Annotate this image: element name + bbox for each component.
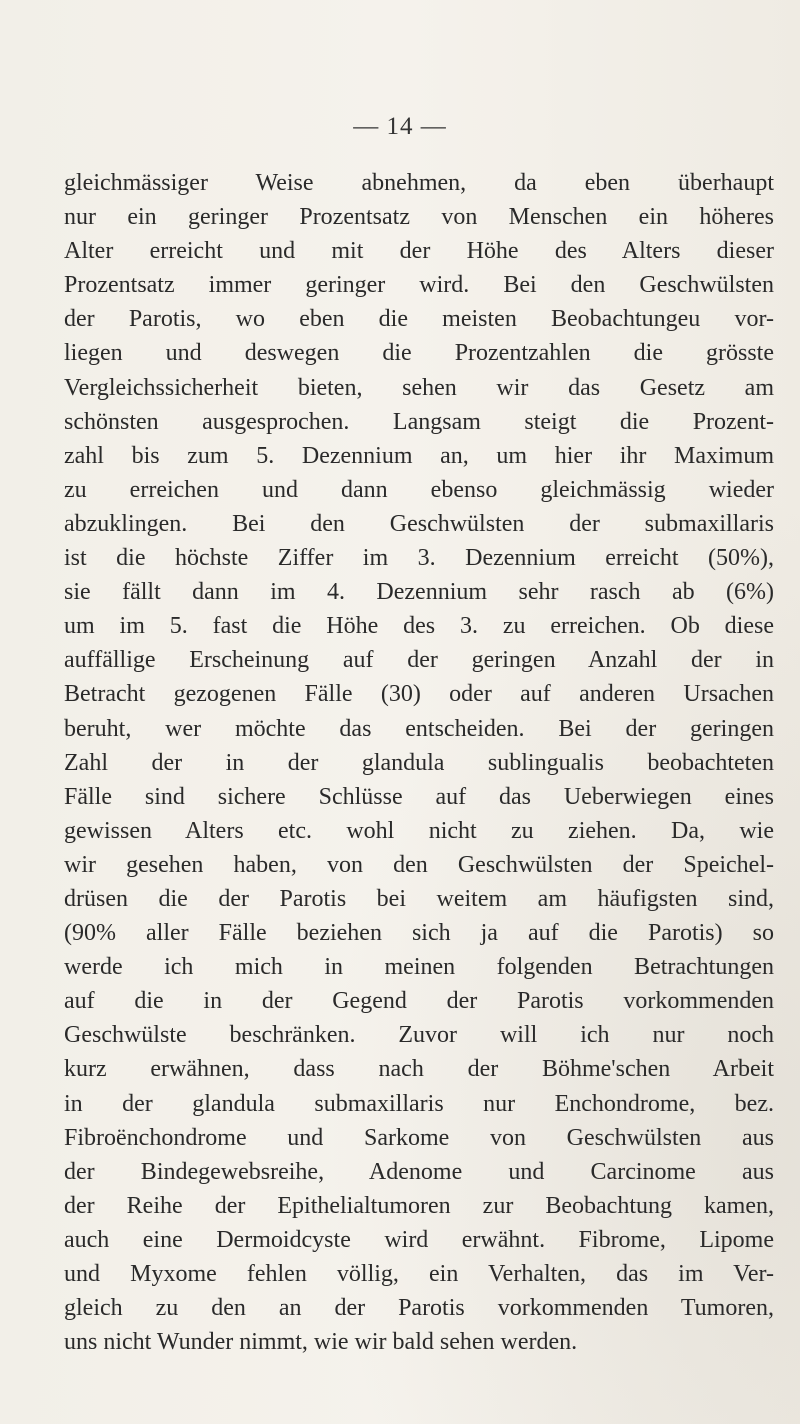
text-line: Alter erreicht und mit der Höhe des Alters dieser: [64, 238, 774, 265]
text-line: um im 5. fast die Höhe des 3. zu erreichen. Ob diese: [64, 613, 774, 640]
text-line: zahl bis zum 5. Dezennium an, um hier ihr Maximum: [64, 442, 774, 469]
text-line: Prozentsatz immer geringer wird. Bei den Geschwülsten: [64, 272, 774, 299]
text-line: gleich zu den an der Parotis vorkommenden Tumoren,: [64, 1295, 774, 1322]
text-line: uns nicht Wunder nimmt, wie wir bald sehen werden.: [64, 1329, 578, 1356]
page-number: — 14 —: [353, 113, 447, 140]
text-line: der Parotis, wo eben die meisten Beobachtungeu vor-: [64, 306, 774, 333]
body-text: [64, 166, 774, 1359]
text-line: Zahl der in der glandula sublingualis beobachteten: [64, 749, 774, 776]
text-line: auf die in der Gegend der Parotis vorkommenden: [64, 988, 774, 1015]
text-line: Geschwülste beschränken. Zuvor will ich nur noch: [64, 1022, 774, 1049]
text-line: gleichmässiger Weise abnehmen, da eben überhaupt: [64, 170, 774, 196]
text-line: Betracht gezogenen Fälle (30) oder auf anderen Ursachen: [64, 681, 774, 708]
text-line: (90% aller Fälle beziehen sich ja auf die Parotis) so: [64, 920, 774, 947]
text-line: kurz erwähnen, dass nach der Böhme'schen Arbeit: [64, 1056, 774, 1083]
text-line: werde ich mich in meinen folgenden Betrachtungen: [64, 954, 774, 981]
text-line: wir gesehen haben, von den Geschwülsten der Speichel-: [64, 851, 774, 878]
text-line: Fälle sind sichere Schlüsse auf das Ueberwiegen eines: [64, 783, 774, 810]
text-line: der Reihe der Epithelialtumoren zur Beobachtung kamen,: [64, 1192, 774, 1219]
text-line: gewissen Alters etc. wohl nicht zu ziehen. Da, wie: [64, 817, 774, 844]
text-line: beruht, wer möchte das entscheiden. Bei der geringen: [64, 715, 774, 742]
text-line: auffällige Erscheinung auf der geringen Anzahl der in: [64, 647, 774, 674]
text-line: zu erreichen und dann ebenso gleichmässig wieder: [64, 476, 774, 503]
text-line: nur ein geringer Prozentsatz von Menschen ein höheres: [64, 204, 774, 231]
text-line: schönsten ausgesprochen. Langsam steigt die Prozent-: [64, 408, 774, 435]
text-line: in der glandula submaxillaris nur Enchondrome, bez.: [64, 1090, 774, 1117]
text-line: Vergleichssicherheit bieten, sehen wir das Gesetz am: [64, 374, 774, 401]
text-line: drüsen die der Parotis bei weitem am häufigsten sind,: [64, 885, 774, 912]
text-line: abzuklingen. Bei den Geschwülsten der submaxillaris: [64, 510, 774, 537]
text-line: auch eine Dermoidcyste wird erwähnt. Fibrome, Lipome: [64, 1226, 774, 1253]
text-line: der Bindegewebsreihe, Adenome und Carcinome aus: [64, 1158, 774, 1185]
text-line: und Myxome fehlen völlig, ein Verhalten, das im Ver-: [64, 1261, 774, 1287]
text-line: ist die höchste Ziffer im 3. Dezennium erreicht (50%),: [64, 545, 774, 572]
text-line: sie fällt dann im 4. Dezennium sehr rasch ab (6%): [64, 579, 774, 606]
text-line: liegen und deswegen die Prozentzahlen die grösste: [64, 340, 774, 367]
text-line: Fibroënchondrome und Sarkome von Geschwülsten aus: [64, 1124, 774, 1151]
